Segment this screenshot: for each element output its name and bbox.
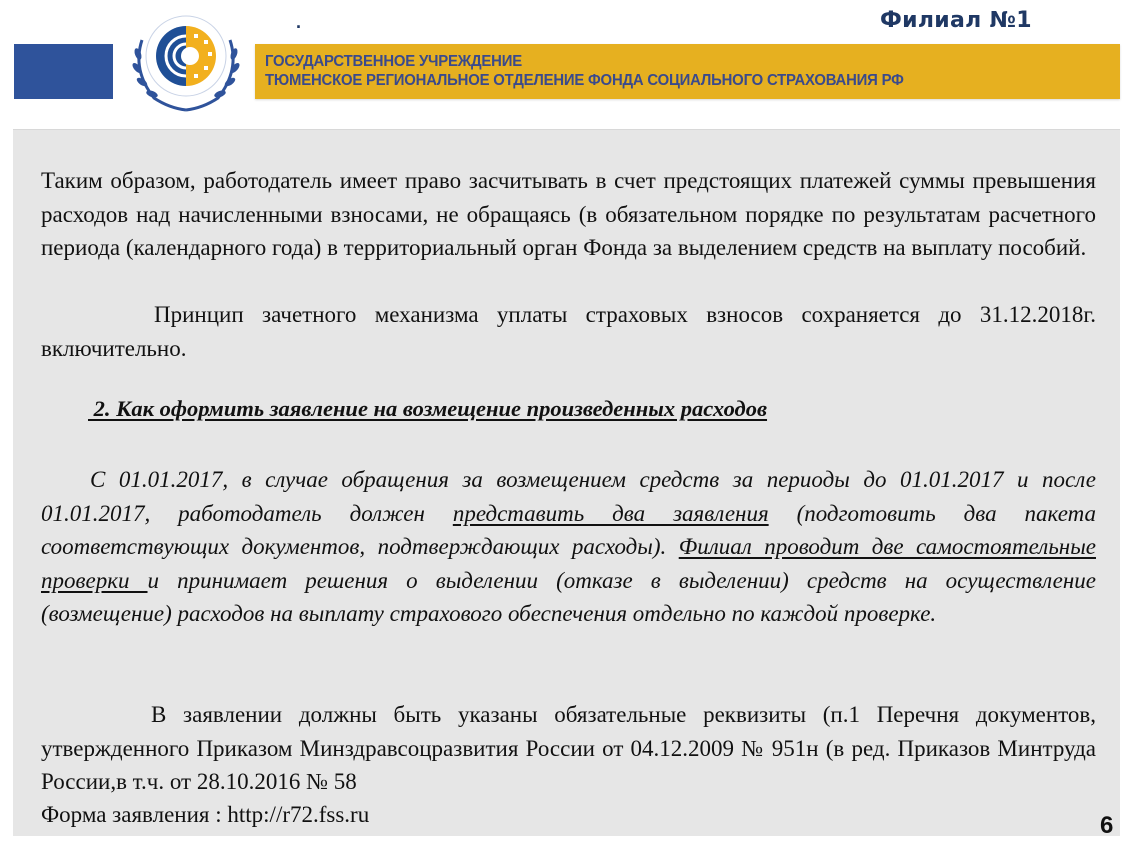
text-part: (подготовить два пакета соответствующих документов, подтверждающих расходы).	[41, 500, 1097, 559]
paragraph-offset-principle	[41, 298, 1096, 365]
paragraph-offset-rights: Таким образом, работодатель имеет право засчитывать в счет предстоящих платежей суммы превышения расходов над начисленными взносами, не обращаясь (в обязательном порядке по результатам расчетного периода (календарного года) в территориальный орган Фонда за выделением средств на выплату пособий.	[41, 168, 1096, 260]
text-part: С 01.01.2017, в случае обращения за возмещением средств за периоды до 01.01.2017 и после 01.01.2017, работодатель должен	[41, 467, 1096, 526]
organization-banner	[255, 44, 1120, 99]
application-form-link[interactable]: Форма заявления : http://r72.fss.ru	[41, 802, 370, 827]
underlined-two-applications: представить два заявления	[452, 500, 769, 526]
fss-emblem-logo	[124, 10, 248, 114]
blue-brand-block	[14, 44, 113, 99]
text-part: и принимает решения о выделении (отказе в выделении) средств на осуществление (возмещение) расходов на выплату страхового обеспечения отдельно по каждой проверке.	[41, 567, 1097, 626]
paragraph-required-details	[41, 698, 1096, 799]
paragraph-text: В заявлении должны быть указаны обязательные реквизиты (п.1 Перечня документов, утвержденного Приказом Минздравсоцразвития России от 04.12.2009 № 951н (в ред. Приказов Минтруда России,в т.ч. от 28.10.2016 № 58	[41, 702, 1096, 794]
paragraph-two-applications	[41, 463, 1096, 631]
paragraph-text: Принцип зачетного механизма уплаты страховых взносов сохраняется до 31.12.2018г. включительно.	[41, 302, 1096, 361]
page-number: 6	[1100, 812, 1114, 839]
org-name-line-1: ГОСУДАРСТВЕННОЕ УЧРЕЖДЕНИЕ	[265, 53, 522, 70]
header-dot: .	[296, 12, 302, 32]
org-name-line-2: ТЮМЕНСКОЕ РЕГИОНАЛЬНОЕ ОТДЕЛЕНИЕ ФОНДА СОЦИАЛЬНОГО СТРАХОВАНИЯ РФ	[265, 72, 904, 89]
branch-label: Филиал №1	[880, 8, 1032, 33]
underlined-two-checks: Филиал проводит две самостоятельные проверки	[41, 534, 1096, 593]
section-heading: 2. Как оформить заявление на возмещение произведенных расходов	[88, 396, 768, 421]
